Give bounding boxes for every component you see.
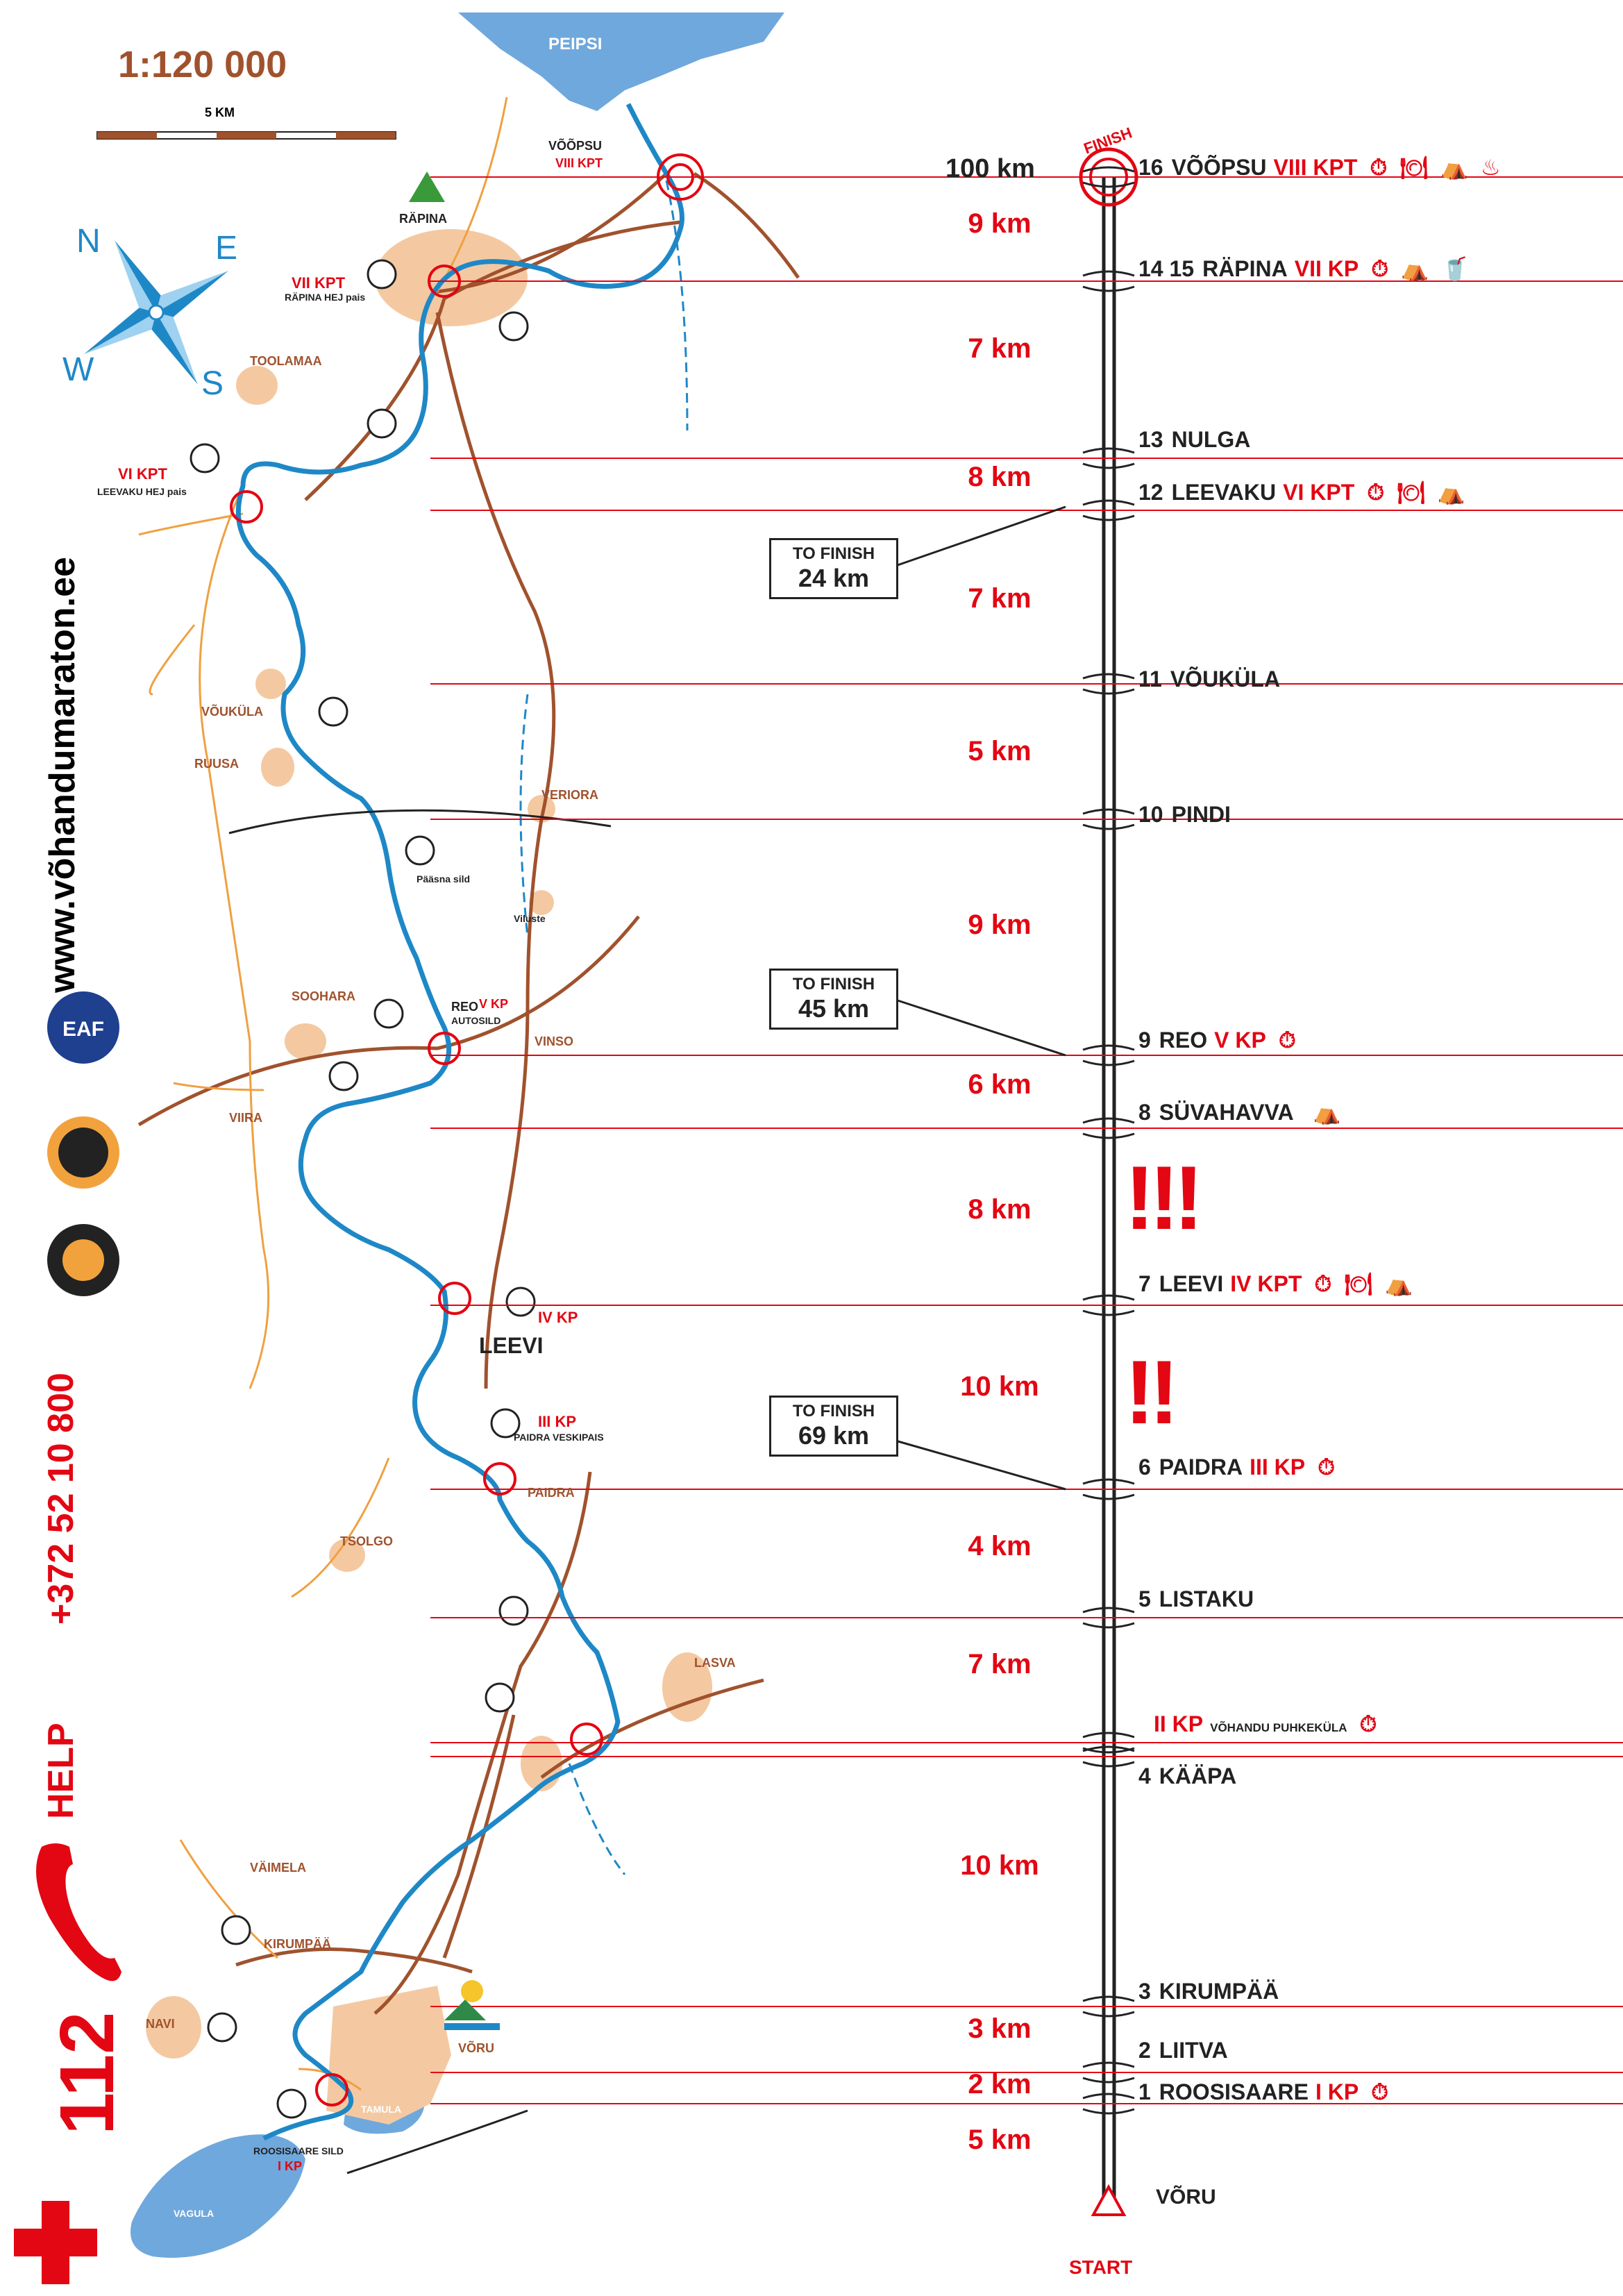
stage-row	[1138, 1099, 1340, 1125]
stage-number: 12	[1138, 480, 1163, 505]
stage-number: 2	[1138, 2038, 1151, 2063]
to-finish-km: 24 km	[798, 564, 870, 592]
stage-checkpoint: III KP	[1250, 1455, 1306, 1480]
label-reo-cp: V KP	[479, 997, 509, 1011]
stage-number: 1	[1138, 2079, 1151, 2104]
stage-checkpoint: II KP	[1154, 1711, 1204, 1736]
to-finish-label: TO FINISH	[792, 544, 875, 563]
label-kirumpaa: KIRUMPÄÄ	[264, 1937, 331, 1951]
stage-name: SÜVAHAVVA	[1159, 1100, 1294, 1125]
to-finish-box	[769, 969, 898, 1030]
label-paasna: Pääsna sild	[417, 873, 471, 885]
to-finish-km: 69 km	[798, 1421, 870, 1450]
segment-distance: 7 km	[968, 333, 1032, 364]
stage-row	[1138, 1763, 1243, 1789]
lake-vagula-label: VAGULA	[174, 2208, 215, 2219]
lake-peipsi-label: PEIPSI	[548, 35, 603, 53]
food-icon: 🍽	[1344, 1271, 1372, 1296]
compass-w: W	[62, 351, 94, 388]
danger-warning: !!	[1125, 1341, 1174, 1443]
roads	[139, 174, 798, 2013]
stage-number: 10	[1138, 802, 1163, 827]
compass-s: S	[201, 365, 224, 402]
scale-ratio: 1:120 000	[118, 44, 287, 85]
stage-row	[1138, 154, 1501, 181]
label-viira: VIIRA	[229, 1111, 263, 1125]
camp-icon: ⛺	[1313, 1100, 1341, 1125]
stage-checkpoint: I KP	[1315, 2079, 1359, 2104]
food-icon: 🍽	[1399, 155, 1429, 180]
challenge-logo	[47, 1116, 119, 1189]
stage-number: 5	[1138, 1586, 1151, 1611]
camp-icon: ⛺	[1384, 1271, 1413, 1296]
scale-bar	[97, 132, 396, 139]
total-distance: 100 km	[945, 154, 1035, 183]
label-leevaku-cp: VI KPT	[118, 465, 167, 483]
stage-row	[1138, 1979, 1286, 2004]
label-toolamaa: TOOLAMAA	[250, 354, 322, 368]
segment-distance: 5 km	[968, 2125, 1032, 2155]
stage-checkpoint: VIII KPT	[1273, 155, 1358, 180]
stage-name: VÕUKÜLA	[1170, 667, 1281, 692]
stage-number: 6	[1138, 1455, 1151, 1480]
stage-checkpoint: VI KPT	[1283, 480, 1355, 505]
stage-row	[1138, 1455, 1335, 1481]
stage-number: 7	[1138, 1271, 1151, 1296]
label-leevaku-sub: LEEVAKU HEJ pais	[97, 486, 187, 497]
start-label: START	[1069, 2256, 1133, 2278]
first-aid-cross-icon	[14, 2201, 97, 2284]
timer-icon: ⏱	[1318, 1455, 1336, 1480]
stage-number: 14 15	[1138, 256, 1195, 281]
timer-icon: ⏱	[1370, 155, 1388, 180]
lake-peipsi	[458, 12, 784, 111]
drink-icon: 🥤	[1441, 256, 1469, 281]
stage-name: VÕÕPSU	[1171, 155, 1267, 180]
camp-icon: ⛺	[1440, 155, 1468, 180]
timer-icon: ⏱	[1371, 256, 1389, 281]
label-voopsu: VÕÕPSU	[548, 139, 603, 153]
segment-distance: 10 km	[960, 1850, 1039, 1881]
stage-row	[1138, 2079, 1388, 2106]
help-phone[interactable]: +372 52 10 800	[41, 1373, 81, 1625]
label-voopsu-cp: VIII KPT	[555, 156, 603, 170]
segment-distance: 9 km	[968, 208, 1032, 239]
label-tsolgo: TSOLGO	[340, 1534, 393, 1548]
segment-distance: 7 km	[968, 1649, 1032, 1679]
paddler-logo	[47, 1224, 119, 1296]
stage-number: 3	[1138, 1979, 1151, 2004]
label-ruusa: RUUSA	[194, 757, 239, 771]
stage-checkpoint: V KP	[1214, 1028, 1266, 1053]
segment-distance: 9 km	[968, 910, 1032, 940]
stage-number: 11	[1138, 667, 1162, 692]
stage-row	[1138, 479, 1465, 506]
to-finish-box	[769, 538, 898, 599]
compass-n: N	[76, 223, 101, 260]
label-vaimela: VÄIMELA	[250, 1861, 306, 1875]
timer-icon: ⏱	[1367, 480, 1385, 505]
label-soohara: SOOHARA	[292, 989, 356, 1003]
to-finish-box	[769, 1396, 898, 1457]
stage-number: 8	[1138, 1100, 1151, 1125]
stage-name: LEEVAKU	[1171, 480, 1277, 505]
to-finish-km: 45 km	[798, 994, 870, 1023]
stage-number: 9	[1138, 1028, 1151, 1053]
scale-bar-label: 5 KM	[205, 106, 235, 119]
to-finish-leaders	[895, 507, 1066, 1489]
stage-row	[1138, 667, 1287, 692]
stage-name: RÄPINA	[1202, 256, 1288, 281]
emergency-number: 112	[44, 2011, 130, 2135]
help-label: HELP	[41, 1723, 81, 1819]
stage-row	[1138, 1271, 1413, 1298]
stage-name: KÄÄPA	[1159, 1763, 1237, 1788]
stage-name: PAIDRA	[1159, 1455, 1243, 1480]
segment-distance: 5 km	[968, 736, 1032, 766]
segment-distance: 2 km	[968, 2069, 1032, 2100]
stage-name: KIRUMPÄÄ	[1159, 1979, 1279, 2004]
label-lasva: LASVA	[694, 1656, 736, 1670]
stage-name: REO	[1159, 1028, 1208, 1053]
stage-row	[1138, 2038, 1235, 2063]
stage-number: 16	[1138, 155, 1163, 180]
segment-distance: 10 km	[960, 1371, 1039, 1402]
map-checkpoints	[231, 155, 703, 2105]
label-roosisaare: ROOSISAARE SILD	[253, 2145, 344, 2156]
stage-name: NULGA	[1171, 427, 1251, 452]
to-finish-label: TO FINISH	[792, 1402, 875, 1421]
label-autosild: AUTOSILD	[451, 1015, 501, 1026]
compass-e: E	[215, 230, 238, 267]
segment-distance: 8 km	[968, 462, 1032, 492]
rapina-logo	[409, 171, 445, 202]
stage-row	[1138, 1586, 1261, 1612]
segment-distance: 3 km	[968, 2013, 1032, 2044]
segment-distance: 4 km	[968, 1531, 1032, 1561]
danger-warning: !!!	[1125, 1147, 1198, 1248]
secondary-roads	[139, 97, 507, 2090]
label-roosisaare-cp: I KP	[278, 2159, 303, 2173]
stage-checkpoint: IV KPT	[1230, 1271, 1302, 1296]
food-icon: 🍽	[1397, 480, 1425, 505]
timer-icon: ⏱	[1359, 1711, 1377, 1736]
stage-row	[1138, 427, 1257, 453]
stage-name: LEEVI	[1159, 1271, 1224, 1296]
stage-name: LIITVA	[1159, 2038, 1228, 2063]
stage-row	[1138, 802, 1238, 828]
stage-name: ROOSISAARE	[1159, 2079, 1309, 2104]
camp-icon: ⛺	[1401, 256, 1429, 281]
lake-tamula-label: TAMULA	[361, 2104, 402, 2115]
sauna-icon: ♨	[1480, 155, 1501, 180]
stage-row	[1138, 1711, 1377, 1738]
label-vinso: VINSO	[535, 1034, 574, 1048]
label-rapina-logo: RÄPINA	[399, 212, 448, 226]
to-finish-label: TO FINISH	[792, 975, 875, 994]
stage-checkpoint: VII KP	[1294, 256, 1359, 281]
label-paidra: PAIDRA	[528, 1486, 575, 1500]
label-rapina-cp: VII KPT	[292, 274, 346, 292]
label-navi: NAVI	[146, 2017, 175, 2031]
timer-icon: ⏱	[1314, 1271, 1332, 1296]
segment-distance: 7 km	[968, 583, 1032, 614]
stage-row	[1138, 1028, 1296, 1054]
phone-icon	[36, 1843, 121, 1981]
label-leevi-cp: IV KP	[538, 1309, 578, 1326]
timer-icon: ⏱	[1278, 1028, 1296, 1053]
label-leevi: LEEVI	[479, 1333, 544, 1358]
start-place: VÕRU	[1156, 2186, 1216, 2209]
federation-logo	[47, 991, 119, 1064]
label-rapina-sub: RÄPINA HEJ pais	[285, 292, 366, 303]
label-viluste: Viluste	[514, 913, 546, 924]
stage-number: 4	[1138, 1763, 1151, 1788]
stage-name: PINDI	[1171, 802, 1231, 827]
label-voukula: VÕUKÜLA	[201, 705, 263, 719]
label-veriora: VERIORA	[541, 788, 599, 802]
ladder-ticks	[1083, 167, 1134, 2113]
finish-label: FINISH	[1081, 124, 1135, 158]
timer-icon: ⏱	[1371, 2079, 1389, 2104]
stage-row	[1138, 255, 1469, 283]
stage-extra: VÕHANDU PUHKEKÜLA	[1210, 1721, 1347, 1734]
label-paidra-cp: III KP	[538, 1413, 577, 1430]
label-paidra-sub: PAIDRA VESKIPAIS	[514, 1432, 604, 1443]
label-voru-logo: VÕRU	[458, 2041, 495, 2055]
label-reo: REO	[451, 1000, 479, 1014]
segment-distance: 8 km	[968, 1194, 1032, 1225]
svg-text:EAF: EAF	[62, 1018, 104, 1041]
voru-logo	[444, 1980, 500, 2030]
website-url[interactable]: www.võhandumaraton.ee	[42, 557, 83, 993]
camp-icon: ⛺	[1437, 480, 1465, 505]
segment-distance: 6 km	[968, 1069, 1032, 1100]
stage-number: 13	[1138, 427, 1163, 452]
stage-name: LISTAKU	[1159, 1586, 1254, 1611]
